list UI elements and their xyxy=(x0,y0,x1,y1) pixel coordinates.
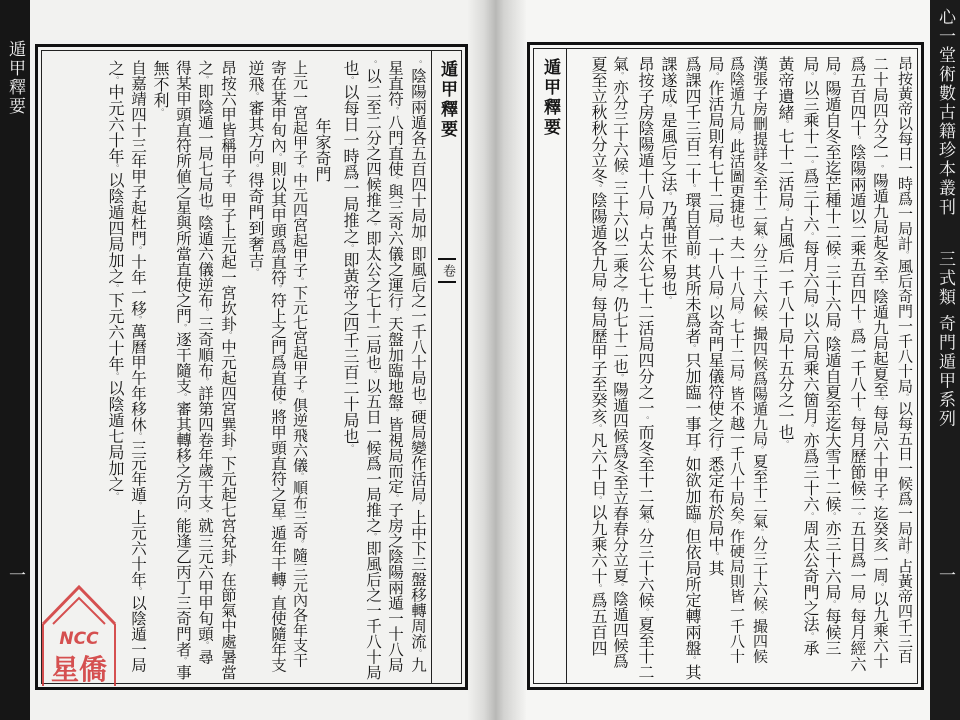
watermark-roof-outer xyxy=(43,587,115,624)
left-text-column: 得某甲頭直符所値之星與所當直使之門。逐干隨支。審其轉移之方向。能逢乙丙丁三奇門者。事 xyxy=(174,60,192,680)
right-text-column: 二十局四分之一。陽遁九局起冬至。陰遁九局起夏至。每局六十甲子。迄癸亥一周。以九乘六十 xyxy=(871,56,889,669)
left-text-column: 上元一宮起甲子。中元四宮起甲子。下元七宮起甲子。俱逆飛六儀。順布三奇。隨三元內各年支干 xyxy=(291,60,309,668)
right-text-column: 課遂成。是風后之法。乃萬世不易也。 xyxy=(659,56,678,304)
right-text-column: 漢張子房刪提詳冬至十二氣。分三十六候。撮四候爲陽遁九局。夏至十二氣。分三十六候。撮四候 xyxy=(751,56,769,664)
right-edge-marker: 一 xyxy=(935,566,955,585)
right-text-column: 爲五百四十。陰陽兩遁以二乘五百四十。爲一千八十。每月歷節候二。五日爲一局。每月經六 xyxy=(848,56,867,672)
right-edge-series: 心一堂術數古籍珍本叢刊 xyxy=(935,8,955,217)
left-text-column: 。陰陽兩遁各五百四十局加。即風后之一千八十局也。硬局變作活局。上中下三盤移轉周流。九 xyxy=(409,60,427,673)
right-text-column: 氣。亦分三十六候。三十六以二乘之。仍七十二也。陽遁四候爲冬至立春春分立夏。陰遁四候爲 xyxy=(611,56,629,669)
left-text-column: 。以二至二分之四候推之。即太公之七十二局也。以五日一候爲一局推之。即風后之一千八十局 xyxy=(364,60,382,680)
left-title-divider xyxy=(431,50,432,684)
left-edge-marker: 一 xyxy=(5,566,25,585)
section-heading: 年家奇門 xyxy=(313,118,332,182)
left-text-column: 星直符。八門直使。與三奇六儀之運行。天盤加臨地盤。皆視局而定。子房之陰陽兩遁一十八局 xyxy=(386,60,404,673)
left-text-column: 也。以每日一時爲一局推之。即黃帝之四千三百二十局也。 xyxy=(341,60,360,452)
left-page-volume-mark: 卷 xyxy=(438,258,456,283)
right-text-column: 黃帝遺緒。七十二活局。占風后一千八十局十五分之一也。 xyxy=(776,56,795,448)
right-text-column: 爲課四千三百二十。環自首前。其所未爲者。只加臨一事耳。如欲加臨。但依局所定轉兩盤。其 xyxy=(683,56,702,680)
right-text-column: 爲陰遁九局。此活圖更捷也。夫一十八局。七十二局。皆不越一千八十局矣。作硬局則皆一千八十 xyxy=(728,56,746,664)
watermark-brand: NCC xyxy=(59,629,99,649)
right-text-column: 昂按子房陰陽遁十八局。占太公七十二活局四分之一。而冬至十二氣。分三十六候。夏至十二 xyxy=(636,56,655,680)
watermark-name: 星僑 xyxy=(50,653,108,686)
left-text-column: 之。中元六十年。以陰遁四局加之。下元六十年。以陰遁七局加之。 xyxy=(106,60,125,500)
left-text-column: 寄在某甲旬內。則以其甲頭爲直符。符上之門爲直使。將甲頭直符之星。遁年干轉。直使隨年支 xyxy=(269,60,287,673)
book-gutter xyxy=(468,0,526,720)
left-text-column: 之。即陰遁一局七局也。陰遁六儀逆布。三奇順布。詳第四卷年歲干支。就三元六甲甲旬頭。尋 xyxy=(196,60,214,665)
watermark-roof-inner xyxy=(53,598,105,624)
right-edge-category: 三式類 奇門遁甲系列 xyxy=(935,250,955,429)
left-edge-title: 遁甲釋要 xyxy=(5,40,25,116)
left-edge-strip xyxy=(0,0,30,720)
right-text-column: 局。以三乘十二。爲三十六。每月六局。以六局乘六箇月。亦爲三十六。周太公奇門之法。承 xyxy=(801,56,820,656)
watermark-logo xyxy=(38,582,120,690)
left-text-column: 昂按六甲皆稱甲子。甲子上元起一宮坎卦。中元起四宮巽卦。下元起七宮兌卦。在節氣中處暑當 xyxy=(219,60,237,680)
right-text-column: 局。作活局則有七十二局。一十八局。以奇門星儀符使之行。悉定布於局中。其 xyxy=(706,56,725,576)
left-text-column: 無不利。 xyxy=(151,60,170,116)
right-edge-strip xyxy=(930,0,960,720)
right-text-column: 夏至立秋秋分立冬。陰陽遁各九局。每局歷甲子至癸亥。凡六十日。以九乘六十。爲五百四 xyxy=(589,56,608,656)
right-text-column: 局。陽遁自冬至迄芒種十二候。三十六局。陰遁自夏至迄大雪十二候。亦三十六局。每候三 xyxy=(823,56,842,656)
left-text-column: 逆飛。審其方向。得奇門到奢吉。 xyxy=(246,60,265,276)
right-text-column: 昂按黃帝以每日一時爲一局計。風后奇門一千八十局。以每五日一候爲一局計。占黃帝四千三百 xyxy=(896,56,914,664)
left-text-column: 自嘉靖四十三年甲子起杜門。十年一移。萬曆甲午年移休。三元年遁。上元六十年。以陰遁一局 xyxy=(129,60,147,673)
left-page-header-title: 遁甲釋要 xyxy=(437,60,457,140)
right-page-header-title: 遁甲釋要 xyxy=(540,58,560,138)
right-title-divider xyxy=(566,48,567,684)
